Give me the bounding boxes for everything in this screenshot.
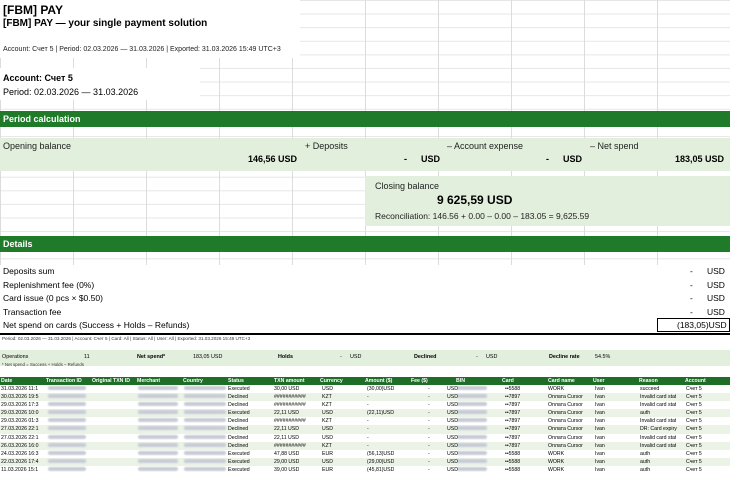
redacted-cell [138,410,178,414]
period-calc-block [0,138,730,171]
closing-balance-label: Closing balance [375,181,440,191]
cell-status: Declined [228,418,249,425]
table-row[interactable] [0,442,730,450]
cell-card-name: WORK [548,450,565,457]
redacted-cell [184,435,226,439]
cell-card: ••7897 [505,426,521,433]
cell-card: ••7897 [505,418,521,425]
cell-user: Ivan [595,458,605,465]
cell-txn-amount: ########### [274,442,306,449]
cell-fee-currency: USD [447,426,458,433]
cell-amount: - [367,394,369,401]
opening-balance-label: Opening balance [3,141,72,151]
cell-card-name: Оплата Cursor [548,410,583,417]
details-row-currency: USD [707,293,725,303]
redacted-cell [138,386,178,390]
redacted-cell [184,451,226,455]
redacted-cell [184,410,226,414]
cell-currency: USD [322,434,333,441]
operations-value: 11 [84,354,90,360]
cell-user: Ivan [595,402,605,409]
redacted-cell [48,410,86,414]
cell-status: Declined [228,426,249,433]
cell-user: Ivan [595,466,605,473]
redacted-cell [457,418,487,422]
table-row[interactable] [0,425,730,433]
redacted-cell [48,451,86,455]
redacted-cell [138,402,178,406]
cell-fee-currency: USD [447,394,458,401]
details-row-dash: - [690,266,693,276]
cell-account: Счет 5 [686,394,702,401]
decline-rate-label: Decline rate [549,354,580,360]
cell-fee-currency: USD [447,402,458,409]
redacted-cell [138,467,178,471]
cell-fee-currency: USD [447,386,458,392]
cell-amount: (56,13)USD [367,450,395,457]
cell-status: Declined [228,442,249,449]
declined-label: Declined [414,354,437,360]
account-expense-label: – Account expense [447,141,524,151]
cell-user: Ivan [595,418,605,425]
redacted-cell [48,402,86,406]
transactions-table-body [0,385,730,474]
cell-date: 29.03.2026 01:3 [1,418,39,425]
redacted-cell [184,394,226,398]
cell-date: 31.03.2026 11:1 [1,386,39,392]
cell-account: Счет 5 [686,410,702,417]
net-spend-label: – Net spend [590,141,639,151]
cell-account: Счет 5 [686,434,702,441]
cell-card-name: Оплата Cursor [548,442,583,449]
col-status[interactable]: Status [228,378,244,384]
cell-currency: KZT [322,418,332,425]
cell-status: Declined [228,394,249,401]
export-meta: Account: Счет 5 | Period: 02.03.2026 — 31.03.2026 | Exported: 31.03.2026 15:49 UTC+3 [3,46,281,53]
redacted-cell [138,426,178,430]
redacted-cell [48,394,86,398]
transactions-table-header [0,377,730,385]
cell-account: Счет 5 [686,386,702,392]
cell-account: Счет 5 [686,458,702,465]
net-spend-note: * Net spend = Success + Holds – Refunds [2,362,85,367]
cell-date: 11.03.2026 15:1 [1,466,39,473]
cell-card: ••7897 [505,442,521,449]
table-row[interactable] [0,417,730,425]
cell-status: Declined [228,402,249,409]
cell-card-name: Оплата Cursor [548,426,583,433]
cell-account: Счет 5 [686,402,702,409]
cell-fee-currency: USD [447,410,458,417]
cell-amount: - [367,418,369,425]
cell-reason: auth [640,458,651,465]
net-spend-cards-label: Net spend on cards (Success + Holds – Refunds) [3,320,190,330]
cell-reason: auth [640,410,651,417]
cell-txn-amount: ########### [274,394,306,401]
redacted-cell [184,386,226,390]
cell-fee: - [428,442,430,449]
cell-txn-amount: 22,11 USD [274,410,299,417]
cell-reason: auth [640,450,651,457]
col-fee[interactable]: Fee ($) [411,378,428,384]
cell-fee: - [428,426,430,433]
section-details: Details [0,236,730,252]
section-period-calculation: Period calculation [0,111,730,127]
cell-date: 22.03.2026 17:4 [1,458,39,465]
operations-label: Operations [2,354,29,360]
deposits-dash: - [404,154,407,164]
stats-bar [0,350,730,366]
details-row-label: Card issue (0 pcs × $0.50) [3,293,103,303]
holds-dash: - [340,354,342,360]
cell-fee: - [428,458,430,465]
cell-status: Declined [228,434,249,441]
redacted-cell [184,443,226,447]
details-row [0,292,730,306]
cell-user: Ivan [595,450,605,457]
redacted-cell [184,426,226,430]
col-transaction-id[interactable]: Transaction ID [46,378,82,384]
cell-fee-currency: USD [447,450,458,457]
cell-card: ••5588 [505,386,521,392]
redacted-cell [184,459,226,463]
closing-balance-block [365,176,730,226]
cell-amount: (22,11)USD [367,410,395,417]
cell-account: Счет 5 [686,426,702,433]
holds-currency: USD [350,354,362,360]
details-row-currency: USD [707,266,725,276]
cell-amount: - [367,426,369,433]
redacted-cell [48,467,86,471]
redacted-cell [457,443,487,447]
cell-fee-currency: USD [447,418,458,425]
cell-txn-amount: ########### [274,402,306,409]
col-currency[interactable]: Currency [320,378,343,384]
cell-reason: Invalid card stat [640,418,677,425]
cell-reason: auth [640,466,651,473]
redacted-cell [138,418,178,422]
cell-amount: (29,00)USD [367,458,395,465]
table-row[interactable] [0,450,730,458]
period-label: Period: 02.03.2026 — 31.03.2026 [3,87,139,97]
col-txn-amount[interactable]: TXN amount [274,378,305,384]
cell-card-name: Оплата Cursor [548,394,583,401]
cell-currency: USD [322,386,333,392]
cell-currency: USD [322,458,333,465]
cell-user: Ivan [595,410,605,417]
declined-dash: - [476,354,478,360]
col-date[interactable]: Date [1,378,13,384]
details-row-currency: USD [707,307,725,317]
cell-reason: Invalid card stat [640,394,677,401]
cell-txn-amount: 39,00 USD [274,466,300,473]
cell-account: Счет 5 [686,418,702,425]
cell-fee-currency: USD [447,458,458,465]
details-row-dash: - [690,293,693,303]
cell-currency: USD [322,426,333,433]
table-row[interactable] [0,409,730,417]
details-row-dash: - [690,307,693,317]
reconciliation-text: Reconciliation: 146.56 + 0.00 – 0.00 – 183.05 = 9,625.59 [375,211,590,221]
opening-balance-value: 146,56 USD [248,154,298,164]
redacted-cell [457,435,487,439]
cell-amount: - [367,402,369,409]
cell-card: ••5588 [505,466,521,473]
cell-txn-amount: 22,11 USD [274,434,299,441]
cell-fee: - [428,402,430,409]
cell-status: Executed [228,410,250,417]
redacted-cell [138,443,178,447]
cell-amount: (30,00)USD [367,386,395,392]
col-original-txn-id[interactable]: Original TXN ID [92,378,131,384]
redacted-cell [138,435,178,439]
declined-currency: USD [486,354,498,360]
redacted-cell [138,394,178,398]
cell-fee: - [428,386,430,392]
cell-currency: EUR [322,466,333,473]
cell-card: ••7897 [505,394,521,401]
cell-currency: KZT [322,402,332,409]
cell-card-name: WORK [548,386,565,392]
cell-status: Executed [228,466,250,473]
cell-status: Executed [228,450,250,457]
col-bin[interactable]: BIN [456,378,465,384]
col-card-name[interactable]: Card name [548,378,575,384]
redacted-cell [48,443,86,447]
table-row[interactable] [0,458,730,466]
cell-fee: - [428,466,430,473]
decline-rate-value: 54.5% [595,354,611,360]
cell-date: 27.03.2026 22:1 [1,426,39,433]
cell-account: Счет 5 [686,466,702,473]
cell-date: 24.03.2026 16:3 [1,450,39,457]
table-row[interactable] [0,434,730,442]
cell-user: Ivan [595,386,605,392]
net-spend-row [0,319,730,333]
redacted-cell [457,410,487,414]
cell-fee-currency: USD [447,466,458,473]
col-reason[interactable]: Reason [639,378,658,384]
closing-balance-value: 9 625,59 USD [437,193,513,207]
cell-amount: - [367,442,369,449]
cell-fee: - [428,434,430,441]
cell-currency: KZT [322,442,332,449]
cell-date: 29.03.2026 17:3 [1,402,39,409]
col-user[interactable]: User [593,378,605,384]
cell-date: 29.03.2026 10:0 [1,410,39,417]
account-label: Account: Счет 5 [3,73,73,83]
redacted-cell [184,402,226,406]
cell-user: Ivan [595,426,605,433]
cell-account: Счет 5 [686,450,702,457]
cell-fee: - [428,418,430,425]
cell-currency: USD [322,410,333,417]
redacted-cell [184,467,226,471]
net-spend-stat-label: Net spend* [137,354,166,360]
redacted-cell [48,426,86,430]
table-row[interactable] [0,466,730,474]
cell-account: Счет 5 [686,442,702,449]
redacted-cell [457,467,487,471]
deposits-label: + Deposits [305,141,348,151]
cell-reason: Invalid card stat [640,442,677,449]
holds-label: Holds [278,354,293,360]
account-expense-currency: USD [563,154,583,164]
redacted-cell [184,418,226,422]
col-card[interactable]: Card [502,378,514,384]
deposits-currency: USD [421,154,441,164]
cell-txn-amount: 47,88 USD [274,450,300,457]
cell-card: ••7897 [505,434,521,441]
cell-date: 26.03.2026 16:0 [1,442,39,449]
redacted-cell [457,459,487,463]
cell-amount: - [367,434,369,441]
net-spend-cards-value: (183,05)USD [677,320,727,330]
cell-card: ••5588 [505,458,521,465]
col-merchant[interactable]: Merchant [137,378,161,384]
redacted-cell [48,418,86,422]
cell-txn-amount: 22,11 USD [274,426,299,433]
cell-card-name: Оплата Cursor [548,402,583,409]
cell-reason: succeed [640,386,660,392]
net-spend-stat-value: 183,05 USD [193,354,223,360]
redacted-cell [138,459,178,463]
details-row [0,306,730,320]
redacted-cell [138,451,178,455]
brand-title: [FBM] PAY [3,3,63,17]
cell-reason: DR: Card expiry [640,426,677,433]
cell-card-name: WORK [548,458,565,465]
details-row-label: Transaction fee [3,307,62,317]
col-amount[interactable]: Amount ($) [365,378,393,384]
redacted-cell [48,386,86,390]
cell-card-name: Оплата Cursor [548,434,583,441]
cell-user: Ivan [595,434,605,441]
cell-currency: EUR [322,450,333,457]
cell-card: ••5588 [505,450,521,457]
cell-reason: Invalid card stat [640,402,677,409]
net-spend-value: 183,05 USD [675,154,725,164]
cell-status: Executed [228,386,250,392]
table-row[interactable] [0,393,730,401]
cell-reason: Invalid card stat [640,434,677,441]
cell-fee-currency: USD [447,434,458,441]
details-row-label: Replenishment fee (0%) [3,280,95,290]
redacted-cell [457,451,487,455]
col-country[interactable]: Country [183,378,203,384]
table-row[interactable] [0,401,730,409]
details-row [0,279,730,293]
cell-user: Ivan [595,394,605,401]
table-row[interactable] [0,385,730,393]
cell-txn-amount: 29,00 USD [274,458,300,465]
redacted-cell [457,402,487,406]
transactions-meta: Period: 02.03.2026 — 31.03.2026 | Account: Счет 5 | Card: All | Status: All | User: All | Exported: 31.03.2026 15:49 UTC+3 [2,336,251,341]
redacted-cell [48,459,86,463]
transactions-sheet [0,335,730,479]
details-row-currency: USD [707,280,725,290]
cell-fee: - [428,450,430,457]
cell-card: ••7897 [505,410,521,417]
account-expense-dash: - [546,154,549,164]
details-row-dash: - [690,280,693,290]
cell-fee: - [428,394,430,401]
cell-txn-amount: ########### [274,418,306,425]
cell-card-name: Оплата Cursor [548,418,583,425]
redacted-cell [457,386,487,390]
col-account[interactable]: Account [685,378,706,384]
details-row [0,265,730,279]
cell-fee: - [428,410,430,417]
cell-fee-currency: USD [447,442,458,449]
cell-card: ••7897 [505,402,521,409]
redacted-cell [48,435,86,439]
details-row-label: Deposits sum [3,266,55,276]
cell-user: Ivan [595,442,605,449]
cell-amount: (45,81)USD [367,466,395,473]
selected-cell[interactable] [657,318,730,332]
cell-status: Executed [228,458,250,465]
brand-tagline: [FBM] PAY — your single payment solution [3,18,208,29]
redacted-cell [457,394,487,398]
redacted-cell [457,426,487,430]
cell-card-name: WORK [548,466,565,473]
cell-currency: KZT [322,394,332,401]
cell-date: 30.03.2026 19:5 [1,394,39,401]
cell-date: 27.03.2026 22:1 [1,434,39,441]
cell-txn-amount: 30,00 USD [274,386,300,392]
